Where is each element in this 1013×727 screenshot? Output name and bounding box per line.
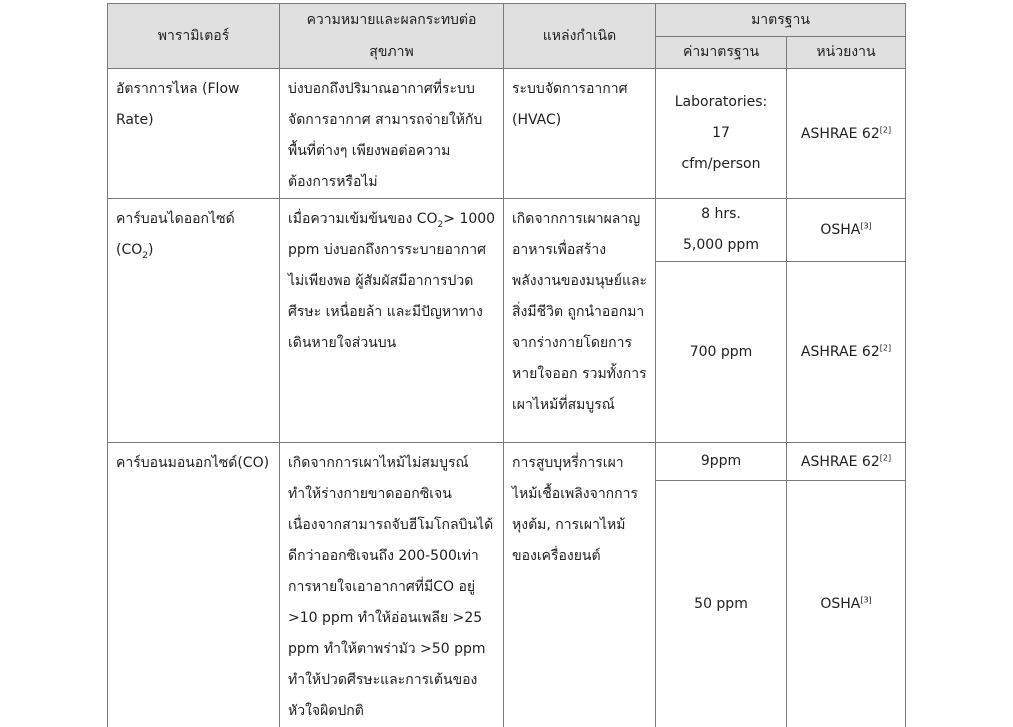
meaning-cell: บ่งบอกถึงปริมาณอากาศที่ระบบจัดการอากาศ สามารถจ่ายให้กับพื้นที่ต่างๆ เพียงพอต่อความต้องการหรือไม่	[280, 69, 504, 199]
standard-line: 5,000 ppm	[656, 230, 786, 261]
parameter-table	[107, 3, 906, 727]
agency-cell	[787, 262, 906, 443]
meaning-text-end: > 1000 ppm บ่งบอกถึงการระบายอากาศไม่เพียงพอ ผู้สัมผัสมีอาการปวดศีรษะ เหนื่อยล้า และมีปัญหาทางเดินหายใจส่วนบน	[288, 211, 495, 351]
subscript: 2	[142, 251, 148, 261]
meaning-cell: เกิดจากการเผาไหม้ไม่สมบูรณ์ทำให้ร่างกายขาดออกซิเจนเนื่องจากสามารถจับฮีโมโกลบินได้ดีกว่าออกซิเจนถึง 200-500เท่า การหายใจเอาอากาศที่มีCO อยู่ >10 ppm ทำให้อ่อนเพลีย >25 ppm ทำให้ตาพร่ามัว >50 ppm ทำให้ปวดศีรษะและการเต้นของหัวใจผิดปกติ	[280, 443, 504, 727]
agency-name: ASHRAE 62	[801, 454, 880, 470]
param-cell: อัตราการไหล (Flow Rate)	[108, 69, 280, 199]
source-cell: การสูบบุหรี่การเผาไหม้เชื้อเพลิงจากการหุงต้ม, การเผาไหม้ของเครื่องยนต์	[504, 443, 656, 727]
table-row	[108, 69, 906, 199]
param-cell	[108, 199, 280, 443]
header-parameter: พารามิเตอร์	[108, 4, 280, 69]
agency-cell	[787, 481, 906, 727]
standard-line: 17	[656, 118, 786, 149]
table-row	[108, 199, 906, 262]
reference-mark: [2]	[880, 125, 891, 134]
source-cell: เกิดจากการเผาผลาญอาหารเพื่อสร้างพลังงานของมนุษย์และสิ่งมีชีวิต ถูกนำออกมาจากร่างกายโดยการหายใจออก รวมทั้งการเผาไหม้ที่สมบูรณ์	[504, 199, 656, 443]
agency-cell	[787, 69, 906, 199]
standard-value-cell	[656, 69, 787, 199]
reference-mark: [2]	[880, 453, 891, 462]
header-standard: มาตรฐาน	[656, 4, 906, 37]
param-cell: คาร์บอนมอนอกไซด์(CO)	[108, 443, 280, 727]
agency-name: ASHRAE 62	[801, 126, 880, 142]
reference-mark: [3]	[860, 595, 871, 604]
table-row	[108, 443, 906, 481]
agency-cell	[787, 199, 906, 262]
meaning-text: เมื่อความเข้มข้นของ CO	[288, 211, 438, 227]
header-meaning-text: ความหมายและผลกระทบต่อสุขภาพ	[307, 12, 477, 60]
agency-name: OSHA	[820, 222, 860, 238]
standard-value-cell: 700 ppm	[656, 262, 787, 443]
standard-line: cfm/person	[656, 149, 786, 180]
header-standard-value: ค่ามาตรฐาน	[656, 36, 787, 69]
standard-line: 8 hrs.	[656, 199, 786, 230]
reference-mark: [3]	[860, 221, 871, 230]
reference-mark: [2]	[880, 343, 891, 352]
meaning-cell	[280, 199, 504, 443]
source-cell: ระบบจัดการอากาศ (HVAC)	[504, 69, 656, 199]
header-source: แหล่งกำเนิด	[504, 4, 656, 69]
param-text: คาร์บอนไดออกไซด์ (CO	[116, 211, 235, 258]
standard-value-cell: 9ppm	[656, 443, 787, 481]
agency-cell	[787, 443, 906, 481]
agency-name: OSHA	[820, 596, 860, 612]
header-meaning	[280, 4, 504, 69]
standard-value-cell	[656, 199, 787, 262]
standard-line: Laboratories:	[656, 87, 786, 118]
header-agency: หน่วยงาน	[787, 36, 906, 69]
subscript: 2	[438, 220, 444, 230]
param-text-end: )	[148, 242, 153, 258]
agency-name: ASHRAE 62	[801, 344, 880, 360]
standard-value-cell: 50 ppm	[656, 481, 787, 727]
